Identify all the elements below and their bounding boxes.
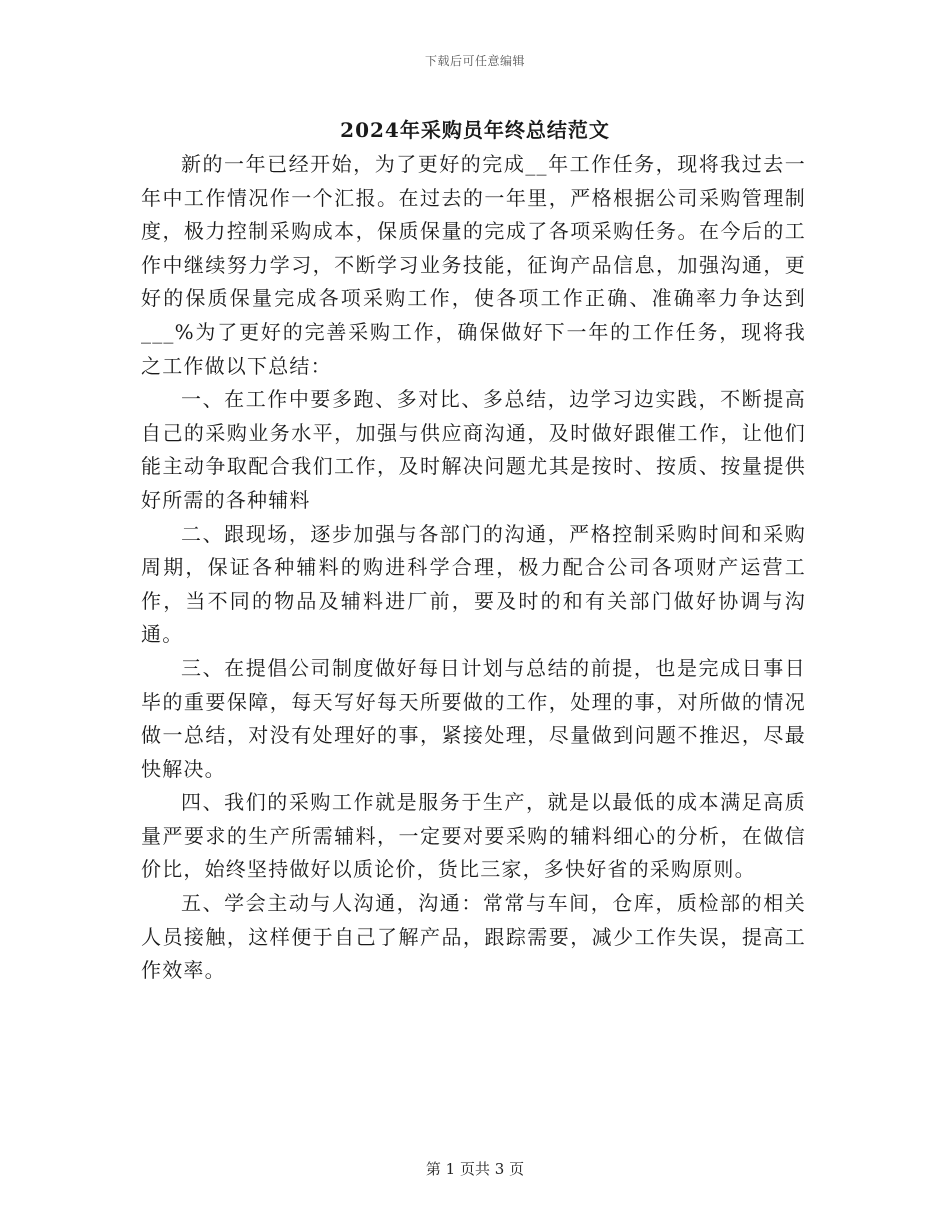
paragraph-item-4: 四、我们的采购工作就是服务于生产，就是以最低的成本满足高质量严要求的生产所需辅料，一定要对要采购的辅料细心的分析，在做信价比，始终坚持做好以质论价，货比三家，多快好省的采购原则。 (141, 790, 806, 882)
paragraph-item-5: 五、学会主动与人沟通，沟通：常常与车间，仓库，质检部的相关人员接触，这样便于自己了解产品，跟踪需要，减少工作失误，提高工作效率。 (141, 891, 806, 983)
paragraph-item-2: 二、跟现场，逐步加强与各部门的沟通，严格控制采购时间和采购周期，保证各种辅料的购进科学合理，极力配合公司各项财产运营工作，当不同的物品及辅料进厂前，要及时的和有关部门做好协调与沟通。 (141, 521, 806, 647)
page-number-footer: 第 1 页共 3 页 (425, 1160, 525, 1178)
header-note: 下载后可任意编辑 (424, 54, 525, 68)
document-title: 2024年采购员年终总结范文 (340, 118, 610, 142)
document-body (141, 148, 806, 988)
paragraph-item-1: 一、在工作中要多跑、多对比、多总结，边学习边实践，不断提高自己的采购业务水平，加强与供应商沟通，及时做好跟催工作，让他们能主动争取配合我们工作，及时解决问题尤其是按时、按质、按量提供好所需的各种辅料 (141, 387, 806, 512)
paragraph-intro: 新的一年已经开始，为了更好的完成__年工作任务，现将我过去一年中工作情况作一个汇报。在过去的一年里，严格根据公司采购管理制度，极力控制采购成本，保质保量的完成了各项采购任务。在今后的工作中继续努力学习，不断学习业务技能，征询产品信息，加强沟通，更好的保质保量完成各项采购工作，使各项工作正确、准确率力争达到___%为了更好的完善采购工作，确保做好下一年的工作任务，现将我之工作做以下总结： (141, 152, 806, 378)
paragraph-item-3: 三、在提倡公司制度做好每日计划与总结的前提，也是完成日事日毕的重要保障，每天写好每天所要做的工作，处理的事，对所做的情况做一总结，对没有处理好的事，紧接处理，尽量做到问题不推迟，尽最快解决。 (141, 655, 806, 781)
